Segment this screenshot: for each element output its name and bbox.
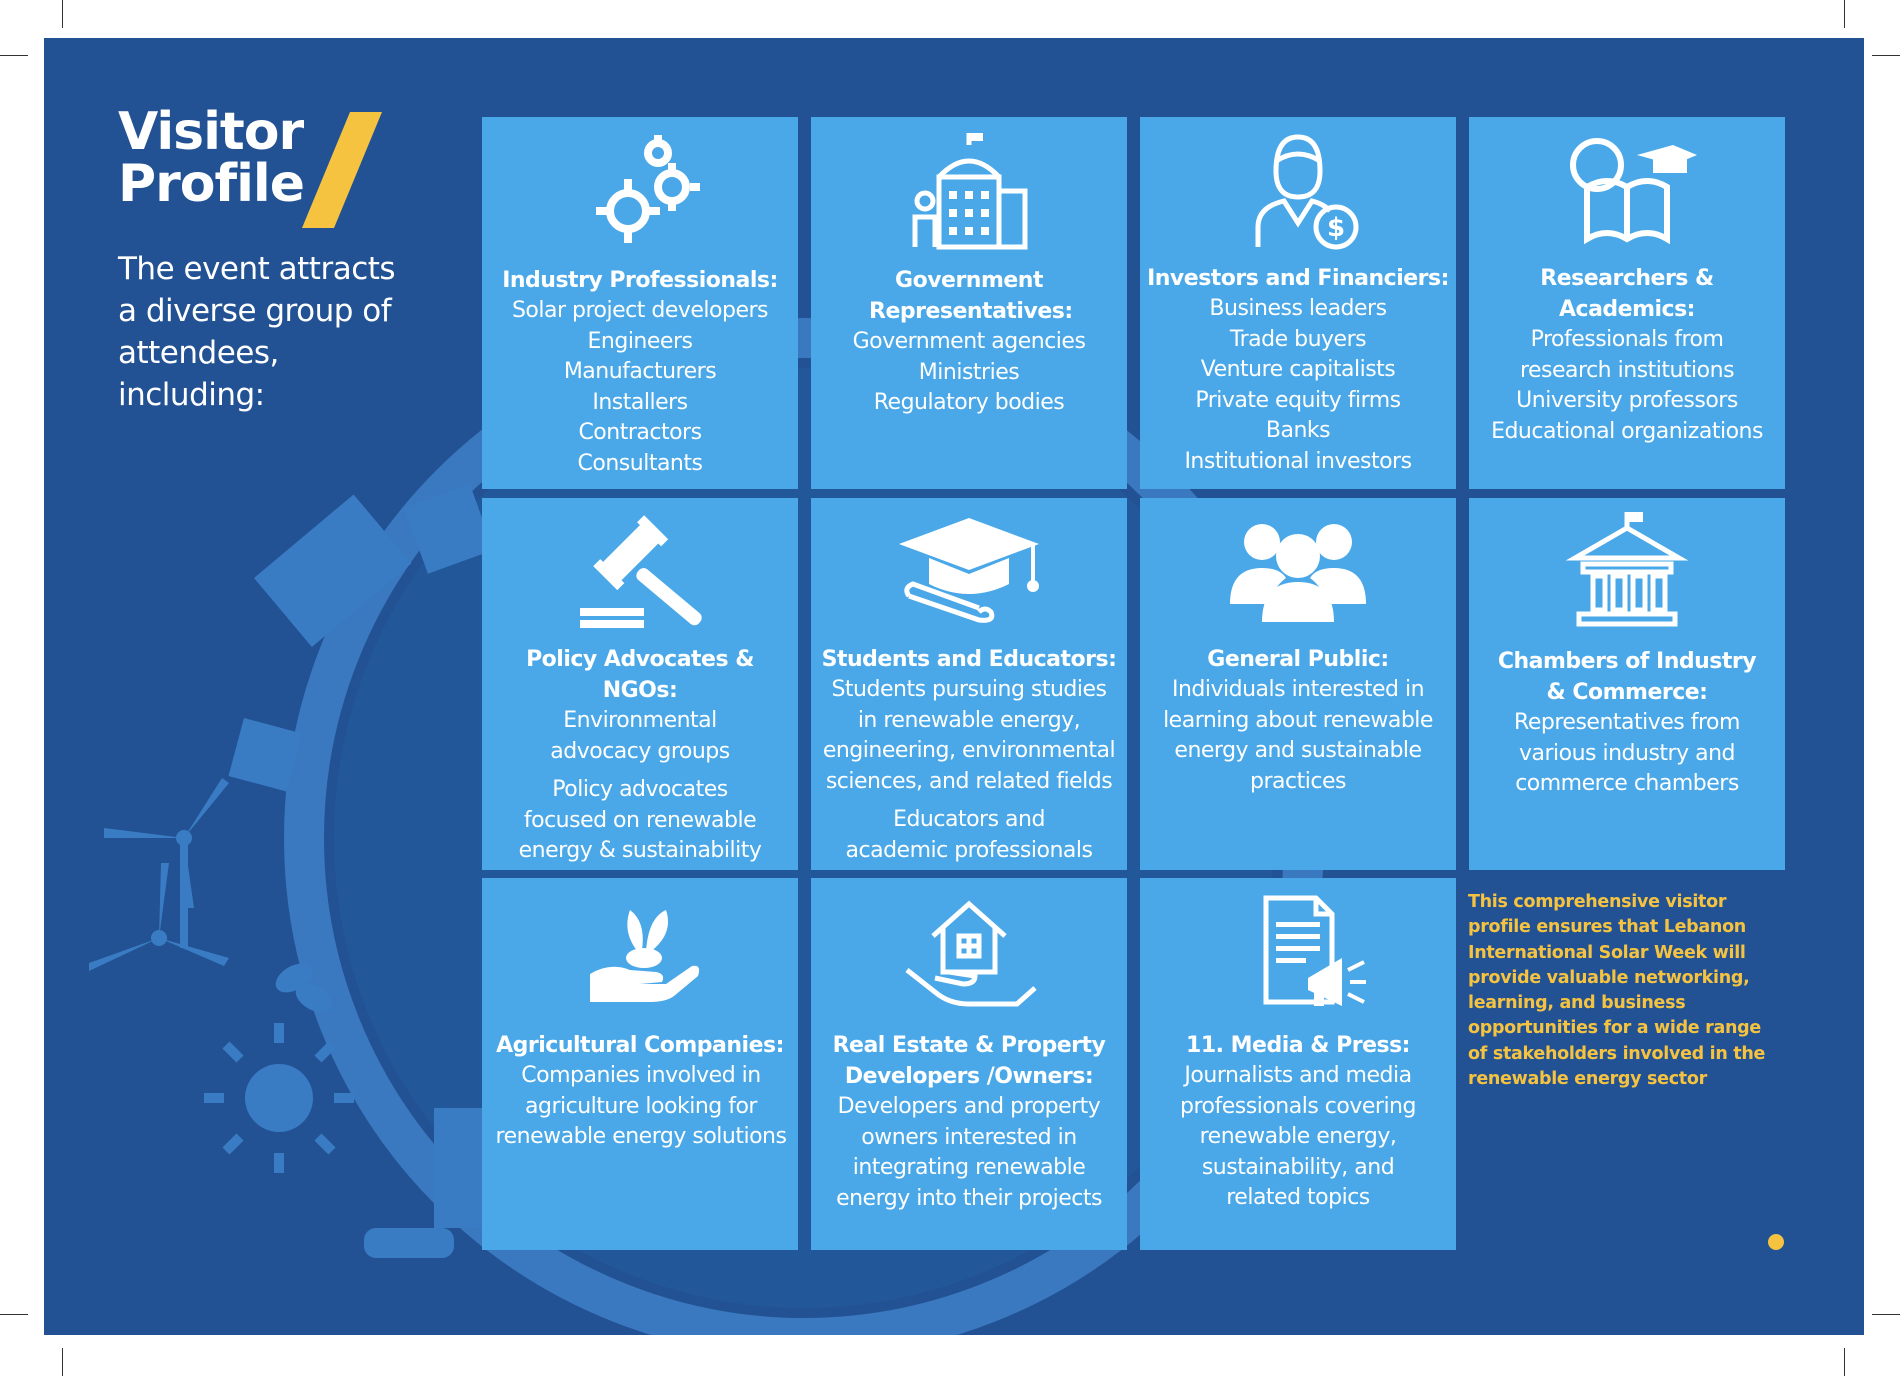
- visitor-card-government: [811, 117, 1127, 489]
- summary-text: This comprehensive visitor profile ensures that Lebanon International Solar Week will provide valuable networking, learning, and business opportunities for a wide range of stakeholders involved in the renewable energy sector: [1468, 892, 1766, 1090]
- visitor-card-policy: [482, 498, 798, 870]
- visitor-card-media: [1140, 878, 1456, 1250]
- card-heading: Industry Professionals:: [502, 268, 778, 293]
- chamber-building-icon: [1557, 512, 1697, 632]
- visitor-card-chambers: [1469, 498, 1785, 870]
- gears-icon: [570, 131, 710, 251]
- visitor-card-real-estate: [811, 878, 1127, 1250]
- graduation-cap-icon: [899, 512, 1039, 632]
- card-item: Engineers: [587, 328, 693, 354]
- crop-mark: [1844, 0, 1845, 28]
- people-group-icon: [1228, 512, 1368, 632]
- svg-text:$: $: [1326, 213, 1346, 243]
- crop-mark: [62, 1348, 63, 1376]
- card-item: Installers: [592, 389, 688, 415]
- investor-dollar-icon: [1228, 131, 1368, 251]
- visitor-card-investors: [1140, 117, 1456, 489]
- card-heading: Researchers & Academics:: [1540, 266, 1714, 322]
- card-item: Regulatory bodies: [873, 390, 1065, 415]
- card-item: Developers and property owners interested in integrating renewable energy into their projects: [836, 1094, 1102, 1211]
- card-item: Educators and academic professionals: [845, 807, 1093, 863]
- card-item: Consultants: [577, 450, 703, 476]
- card-item: Representatives from various industry and commerce chambers: [1514, 710, 1740, 796]
- card-item: Business leaders: [1209, 296, 1387, 321]
- card-item: Educational organizations: [1491, 418, 1763, 444]
- intro-text: The event attracts a diverse group of attendees, including:: [118, 251, 396, 413]
- crop-mark: [62, 0, 63, 28]
- page-title: [118, 102, 305, 214]
- card-item: Professionals from research institutions: [1519, 327, 1735, 383]
- visitor-card-researchers: [1469, 117, 1785, 489]
- government-building-icon: [899, 131, 1039, 251]
- card-item: Government agencies: [852, 329, 1086, 354]
- crop-mark: [1872, 55, 1900, 56]
- card-heading: Government Representatives:: [869, 268, 1073, 324]
- crop-mark: [1844, 1348, 1845, 1376]
- card-heading: Students and Educators:: [821, 647, 1117, 672]
- crop-mark: [0, 55, 28, 56]
- card-item: Solar project developers: [511, 298, 769, 323]
- card-item: Banks: [1265, 418, 1331, 443]
- card-heading: General Public:: [1207, 647, 1389, 672]
- visitor-profile-panel: [44, 38, 1864, 1335]
- research-book-icon: [1557, 131, 1697, 251]
- page-title-line: Visitor: [118, 102, 304, 162]
- visitor-card-students: [811, 498, 1127, 870]
- visitor-card-agriculture: [482, 878, 798, 1250]
- card-heading: Policy Advocates & NGOs:: [526, 647, 754, 703]
- accent-dot: [1768, 1234, 1784, 1250]
- card-item: Private equity firms: [1195, 387, 1401, 413]
- crop-mark: [0, 1314, 28, 1315]
- card-item: Institutional investors: [1184, 448, 1412, 474]
- hand-house-icon: [899, 892, 1039, 1012]
- press-megaphone-icon: [1228, 892, 1368, 1012]
- card-item: Individuals interested in learning about renewable energy and sustainable practices: [1163, 677, 1433, 794]
- card-item: Ministries: [918, 359, 1020, 385]
- card-item: Venture capitalists: [1200, 357, 1396, 382]
- card-item: University professors: [1516, 388, 1738, 413]
- card-item: Students pursuing studies in renewable energy, engineering, environmental sciences, and related fields: [822, 677, 1116, 794]
- visitor-card-industry: [482, 117, 798, 489]
- card-item: Trade buyers: [1229, 326, 1367, 352]
- card-item: Contractors: [578, 420, 702, 445]
- card-heading: Agricultural Companies:: [496, 1033, 784, 1058]
- visitor-card-public: [1140, 498, 1456, 870]
- hand-plant-icon: [570, 892, 710, 1012]
- card-item: Policy advocates focused on renewable energy & sustainability: [518, 777, 762, 863]
- card-item: Manufacturers: [563, 359, 717, 384]
- card-heading: Chambers of Industry & Commerce:: [1497, 649, 1757, 705]
- accent-slash: [302, 112, 382, 228]
- card-item: Environmental advocacy groups: [550, 708, 730, 764]
- page-title-line: Profile: [118, 154, 305, 214]
- card-heading: Real Estate & Property Developers /Owners:: [832, 1033, 1106, 1089]
- card-heading: 11. Media & Press:: [1186, 1033, 1410, 1058]
- gavel-icon: [570, 512, 710, 632]
- card-heading: Investors and Financiers:: [1147, 266, 1449, 291]
- card-item: Companies involved in agriculture looking for renewable energy solutions: [495, 1063, 787, 1149]
- card-item: Journalists and media professionals covering renewable energy, sustainability, and related topics: [1180, 1063, 1416, 1210]
- crop-mark: [1872, 1314, 1900, 1315]
